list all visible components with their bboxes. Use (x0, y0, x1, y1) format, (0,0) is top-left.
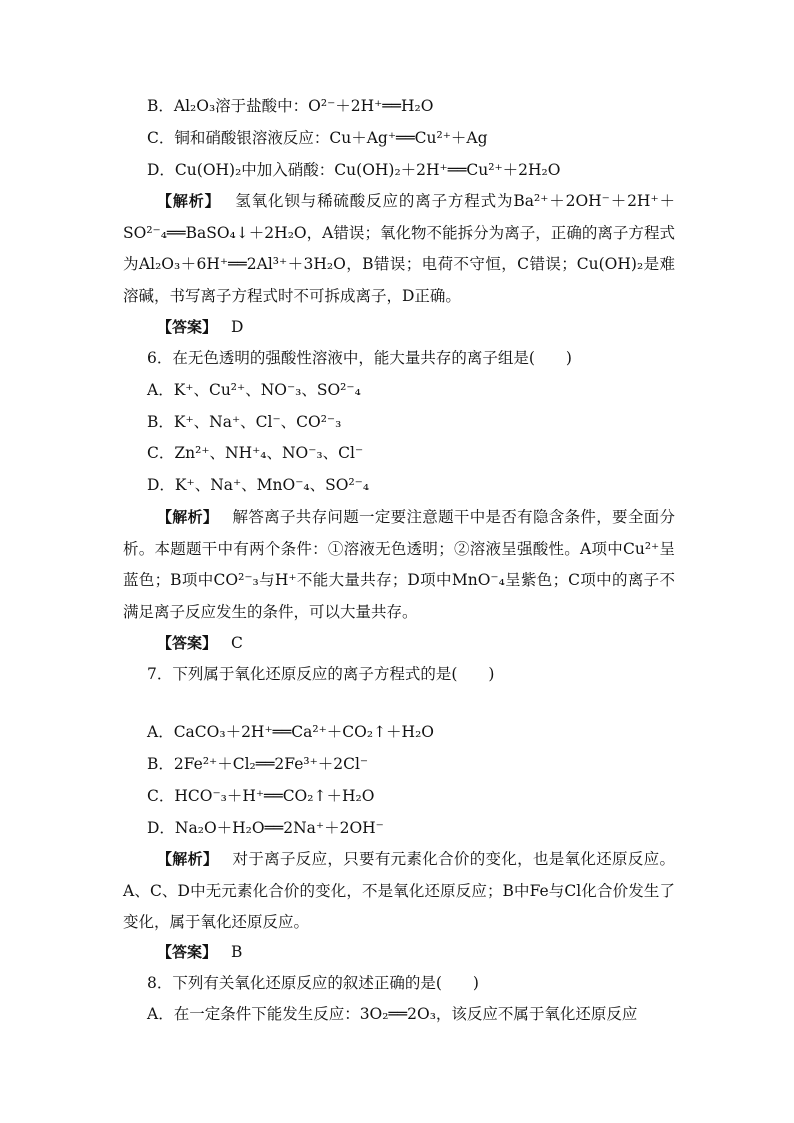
q6-option-b: B．K⁺、Na⁺、Cl⁻、CO²⁻₃ (147, 413, 342, 431)
q5-option-d: D．Cu(OH)₂中加入硝酸：Cu(OH)₂＋2H⁺══Cu²⁺＋2H₂O (147, 161, 561, 179)
q7-answer (157, 942, 242, 962)
q7-stem: 7．下列属于氧化还原反应的离子方程式的是( ) (147, 665, 495, 683)
q7-analysis (123, 844, 675, 939)
q8-stem: 8．下列有关氧化还原反应的叙述正确的是( ) (147, 974, 479, 992)
analysis-text: 解答离子共存问题一定要注意题干中是否有隐含条件，要全面分析。本题题干中有两个条件：①溶液无色透明；②溶液呈强酸性。A项中Cu²⁺呈蓝色；B项中CO²⁻₃与H⁺不能大量共存；D项中MnO⁻₄呈紫色；C项中的离子不满足离子反应发生的条件，可以大量共存。 (123, 508, 675, 621)
q7-option-b: B．2Fe²⁺＋Cl₂══2Fe³⁺＋2Cl⁻ (147, 755, 369, 773)
analysis-tag: 【解析】 (157, 192, 221, 210)
q5-analysis (123, 186, 675, 312)
q6-stem: 6．在无色透明的强酸性溶液中，能大量共存的离子组是( ) (147, 349, 572, 367)
answer-value: B (231, 943, 243, 961)
q6-option-a: A．K⁺、Cu²⁺、NO⁻₃、SO²⁻₄ (147, 381, 361, 399)
q8-option-a: A．在一定条件下能发生反应：3O₂══2O₃，该反应不属于氧化还原反应 (147, 1005, 638, 1023)
q5-answer (157, 317, 243, 337)
q7-option-c: C．HCO⁻₃＋H⁺══CO₂↑＋H₂O (147, 787, 375, 805)
answer-tag: 【答案】 (157, 318, 218, 336)
q6-option-d: D．K⁺、Na⁺、MnO⁻₄、SO²⁻₄ (147, 476, 370, 494)
analysis-text: 氢氧化钡与稀硫酸反应的离子方程式为Ba²⁺＋2OH⁻＋2H⁺＋SO²⁻₄══BaSO₄↓＋2H₂O，A错误；氧化物不能拆分为离子，正确的离子方程式为Al₂O₃＋6H⁺══2Al³⁺＋3H₂O，B错误；电荷不守恒，C错误；Cu(OH)₂是难溶碱，书写离子方程式时不可拆成离子，D正确。 (123, 192, 675, 305)
answer-tag: 【答案】 (157, 943, 218, 961)
analysis-text: 对于离子反应，只要有元素化合价的变化，也是氧化还原反应。A、C、D中无元素化合价的变化，不是氧化还原反应；B中Fe与Cl化合价发生了变化，属于氧化还原反应。 (123, 850, 675, 931)
analysis-tag: 【解析】 (157, 850, 219, 868)
answer-value: C (231, 634, 243, 652)
q6-answer (157, 633, 243, 653)
q7-option-d: D．Na₂O＋H₂O══2Na⁺＋2OH⁻ (147, 819, 384, 837)
analysis-tag: 【解析】 (157, 508, 219, 526)
answer-tag: 【答案】 (157, 634, 218, 652)
q5-option-b: B．Al₂O₃溶于盐酸中：O²⁻＋2H⁺══H₂O (147, 97, 434, 115)
q5-option-c: C．铜和硝酸银溶液反应：Cu＋Ag⁺══Cu²⁺＋Ag (147, 129, 488, 147)
q6-analysis (123, 502, 675, 628)
q7-option-a: A．CaCO₃＋2H⁺══Ca²⁺＋CO₂↑＋H₂O (147, 723, 435, 741)
q6-option-c: C．Zn²⁺、NH⁺₄、NO⁻₃、Cl⁻ (147, 444, 364, 462)
answer-value: D (231, 318, 244, 336)
